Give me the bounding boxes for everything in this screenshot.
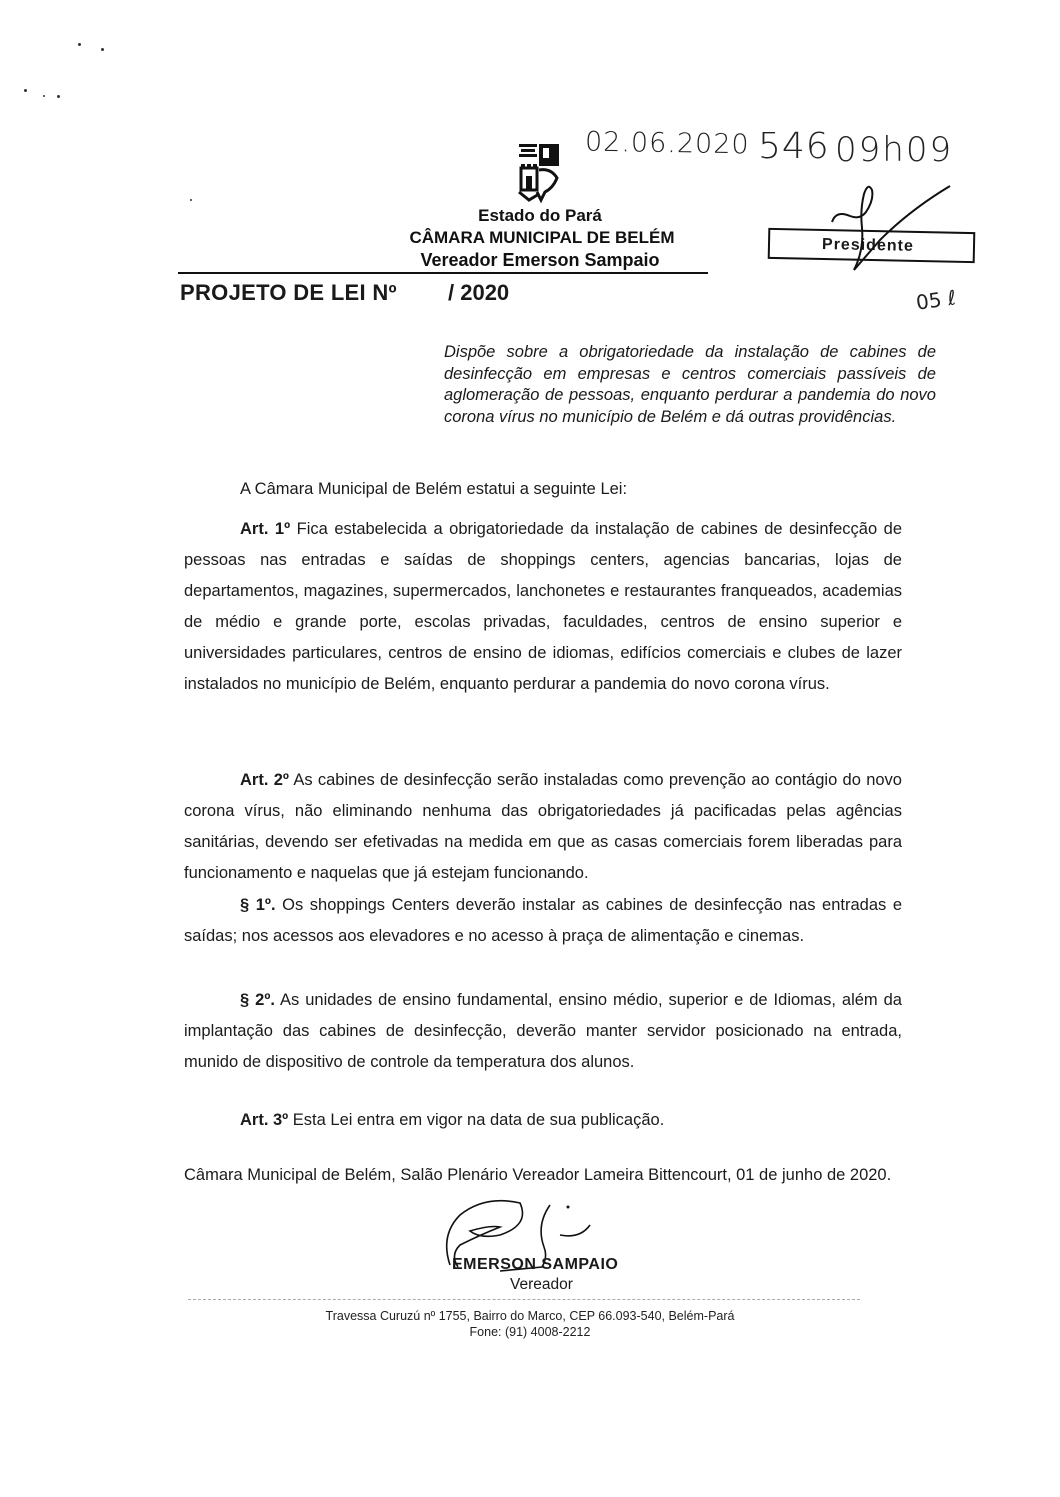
scan-speck [24, 89, 27, 92]
scan-speck [101, 48, 104, 51]
signer-name: EMERSON SAMPAIO [452, 1256, 619, 1273]
signer-role: Vereador [510, 1276, 573, 1293]
scan-speck [78, 43, 81, 46]
article-2-label: Art. 2º [240, 771, 289, 789]
article-2 [184, 765, 902, 889]
president-signature-icon [810, 180, 980, 280]
footer-phone: Fone: (91) 4008-2212 [469, 1325, 591, 1339]
header-council-member: Vereador Emerson Sampaio [420, 250, 660, 270]
article-1-label: Art. 1º [240, 520, 291, 538]
scan-speck [43, 95, 45, 97]
article-1 [184, 514, 902, 700]
place-and-date-text: Câmara Municipal de Belém, Salão Plenário Vereador Lameira Bittencourt, 01 de junho de 2020. [184, 1166, 892, 1184]
article-3-text: Esta Lei entra em vigor na data de sua publicação. [292, 1111, 665, 1129]
coat-of-arms-icon [515, 142, 563, 204]
place-and-date [184, 1160, 902, 1191]
bill-title: PROJETO DE LEI Nº [180, 280, 397, 305]
stamp-date: 02.06.2020 [584, 126, 750, 161]
paragraph-1-label: § 1º. [240, 896, 276, 914]
initials-icon: ℓ [946, 285, 958, 311]
article-1-text: Fica estabelecida a obrigatoriedade da instalação de cabines de desinfecção de pessoas nas entradas e saídas de shoppings centers, agencias bancarias, lojas de departamentos, magazines, supermercados, lanchonetes e restaurantes franqueados, academias de médio e grande porte, escolas privadas, faculdades, centros de ensino superior e universidades particulares, centros de ensino de idiomas, edifícios comerciais e clubes de lazer instalados no município de Belém, enquanto perdurar a pandemia do novo corona vírus. [184, 520, 902, 693]
bill-summary: Dispõe sobre a obrigatoriedade da instalação de cabines de desinfecção em empresas e centros comerciais passíveis de aglomeração de pessoas, enquanto perdurar a pandemia do novo corona vírus no município de Belém e dá outras providências. [444, 343, 936, 426]
paragraph-1-text: Os shoppings Centers deverão instalar as cabines de desinfecção nas entradas e saídas; nos acessos aos elevadores e no acesso à praça de alimentação e cinemas. [184, 896, 902, 945]
article-2-text: As cabines de desinfecção serão instaladas como prevenção ao contágio do novo corona vírus, não eliminando nenhuma das obrigatoriedades já pacificadas pelas agências sanitárias, devendo ser efetivadas na medida em que as casas comerciais forem liberadas para funcionamento e naquelas que já estejam funcionando. [184, 771, 902, 882]
header-divider [178, 272, 708, 274]
paragraph-2-label: § 2º. [240, 991, 275, 1009]
page-number: 05 [914, 287, 944, 315]
footer-address: Travessa Curuzú nº 1755, Bairro do Marco, CEP 66.093-540, Belém-Pará [325, 1309, 735, 1323]
enactment-text: A Câmara Municipal de Belém estatui a seguinte Lei: [240, 480, 628, 498]
enactment-clause [184, 474, 902, 505]
header-chamber: CÂMARA MUNICIPAL DE BELÉM [409, 228, 675, 247]
stamp-protocol-number: 546 [758, 126, 830, 167]
paragraph-2 [184, 985, 902, 1078]
scan-speck [190, 199, 192, 201]
stamp-time: 09h09 [835, 130, 954, 170]
header-state: Estado do Pará [478, 206, 602, 225]
page-mark [915, 285, 958, 314]
bill-number-year: / 2020 [448, 280, 510, 305]
paragraph-1 [184, 890, 902, 952]
scan-speck [57, 95, 60, 98]
footer-divider [188, 1299, 860, 1300]
president-stamp-label: Presidente [821, 235, 914, 255]
paragraph-2-text: As unidades de ensino fundamental, ensino médio, superior e de Idiomas, além da implantação das cabines de desinfecção, deverão manter servidor posicionado na entrada, munido de dispositivo de controle da temperatura dos alunos. [184, 991, 902, 1071]
article-3-label: Art. 3º [240, 1111, 289, 1129]
article-3 [184, 1105, 902, 1136]
